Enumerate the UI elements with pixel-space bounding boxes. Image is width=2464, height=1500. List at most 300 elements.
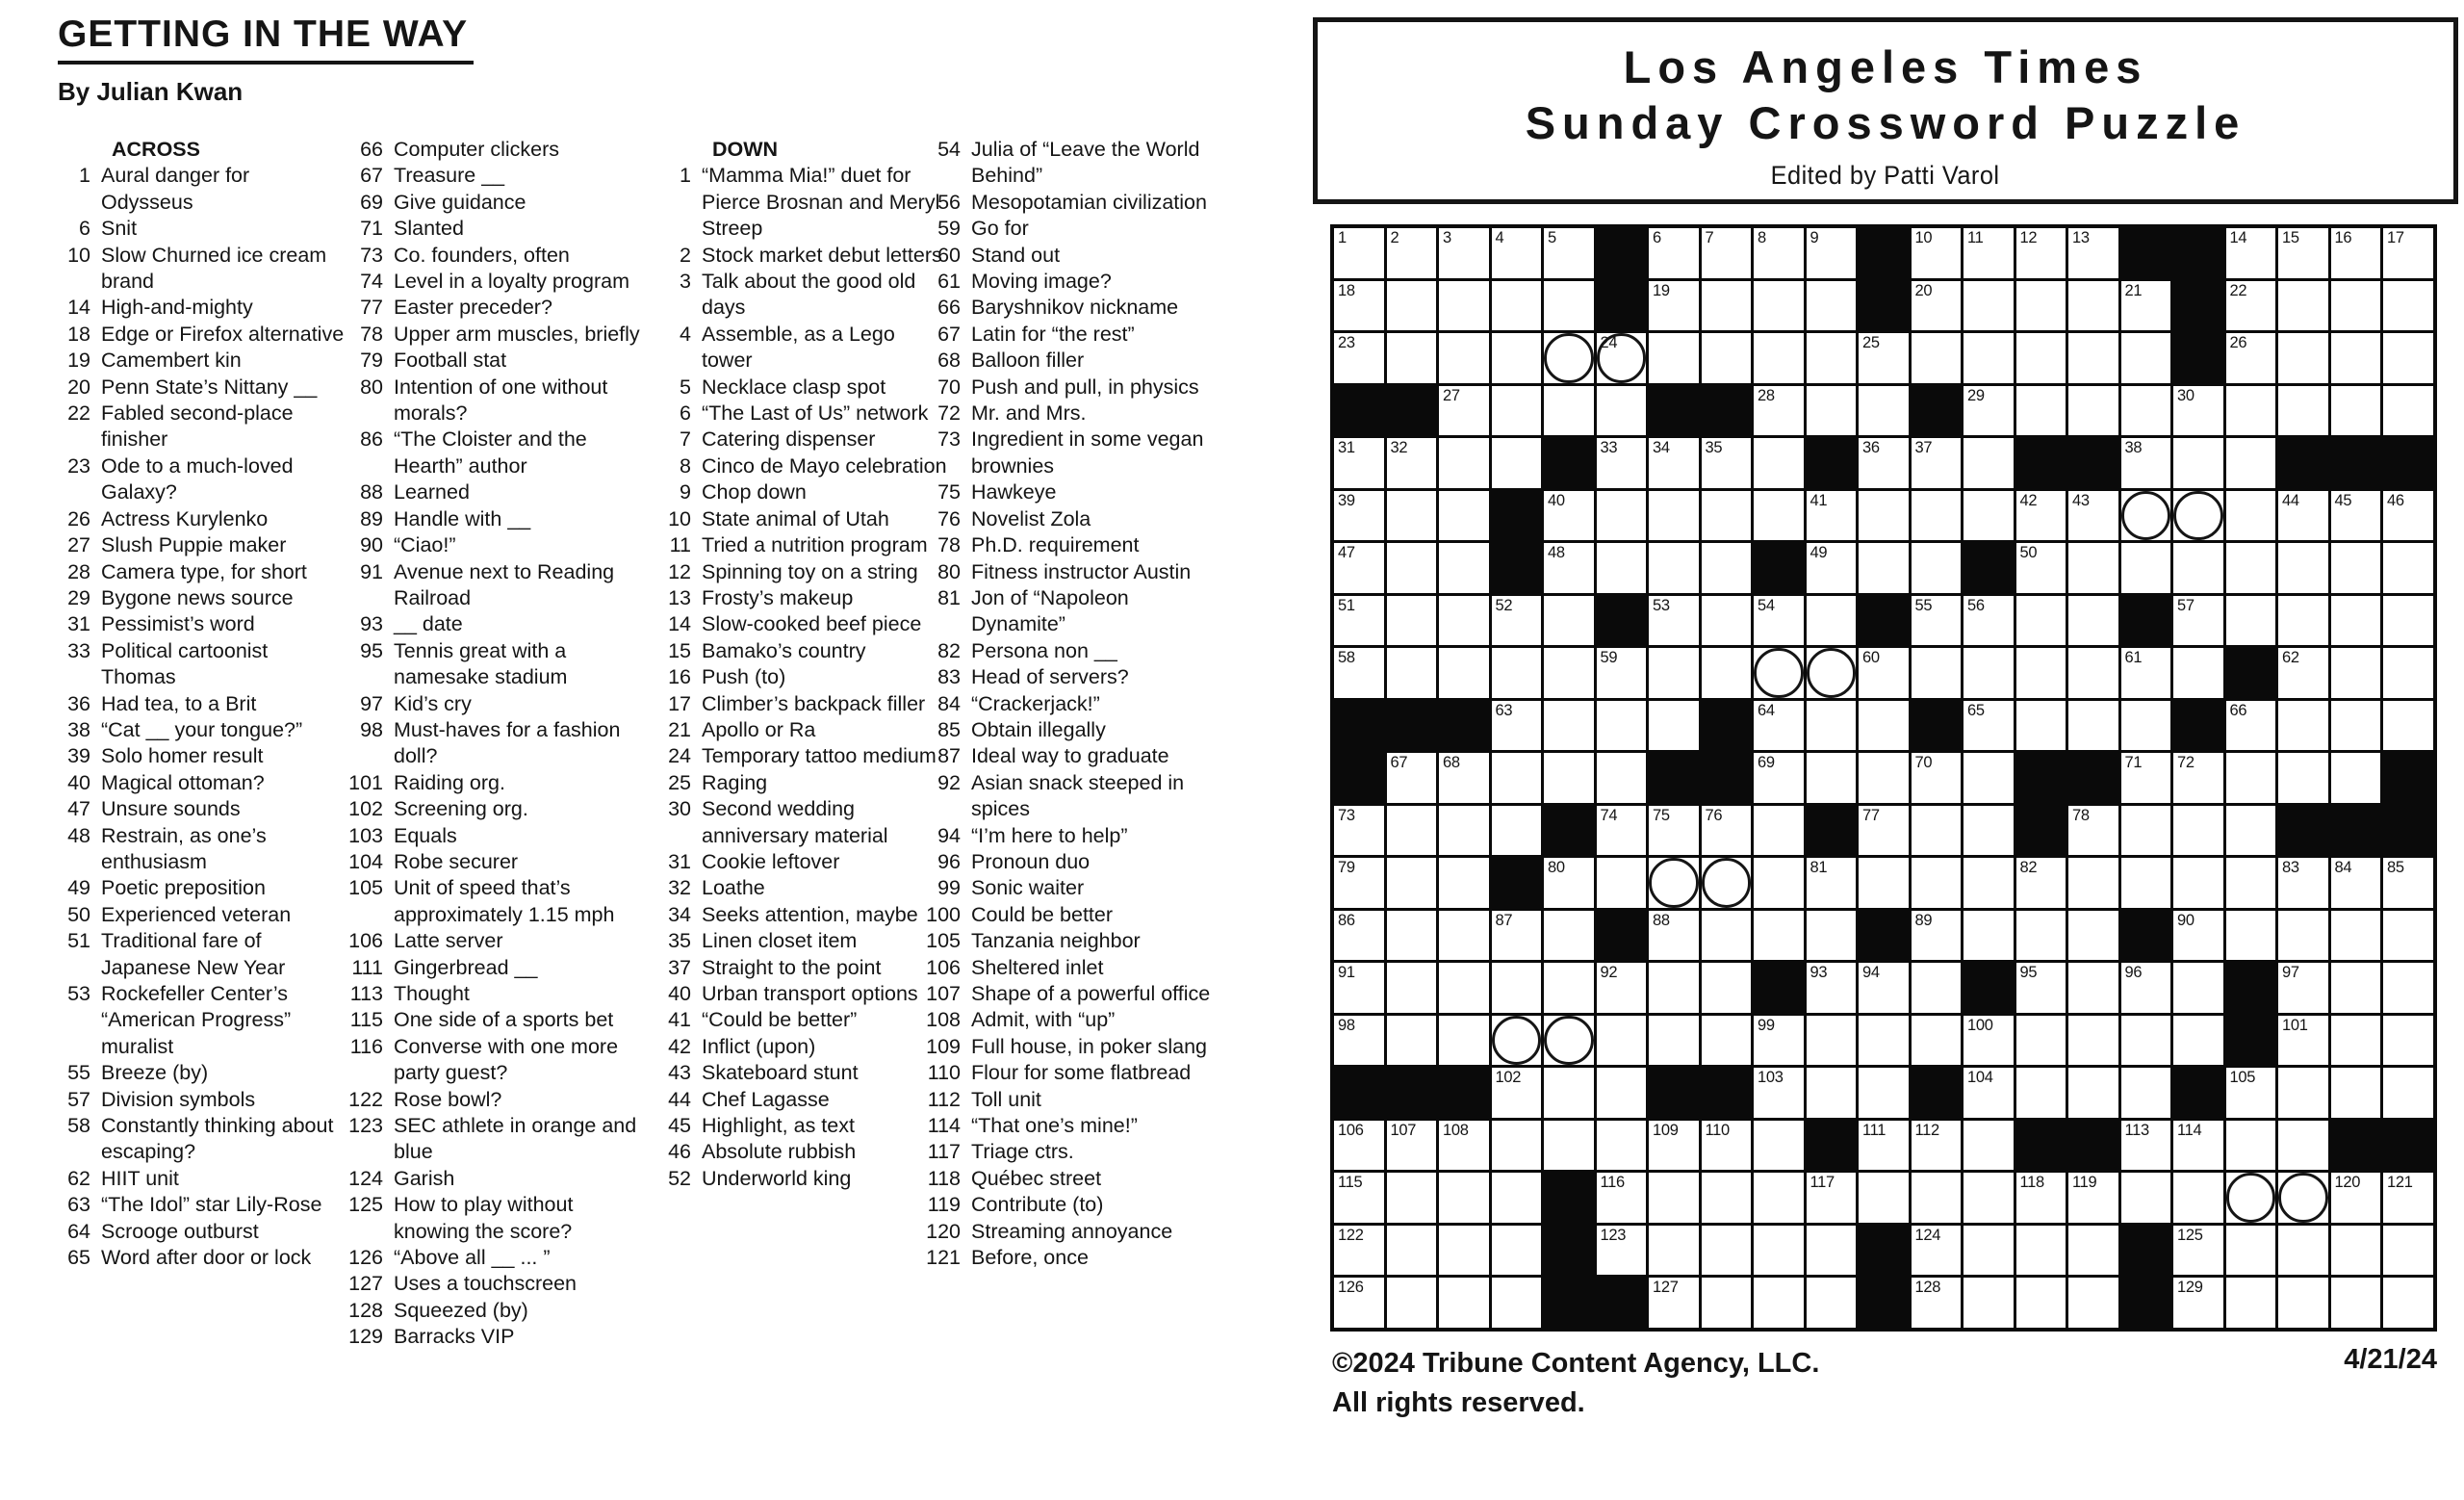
grid-cell[interactable] xyxy=(1754,386,1804,436)
grid-cell[interactable] xyxy=(1544,1121,1594,1171)
grid-cell[interactable] xyxy=(1964,386,2014,436)
grid-cell[interactable] xyxy=(2121,543,2171,593)
grid-cell[interactable] xyxy=(2016,1173,2066,1223)
grid-cell[interactable] xyxy=(1387,911,1437,961)
grid-cell[interactable] xyxy=(2121,648,2171,698)
grid-cell[interactable] xyxy=(1807,386,1857,436)
grid-cell[interactable] xyxy=(2331,228,2381,278)
grid-cell[interactable] xyxy=(2016,228,2066,278)
grid-cell[interactable] xyxy=(1754,753,1804,803)
grid-cell[interactable] xyxy=(2278,963,2328,1013)
grid-cell[interactable] xyxy=(1439,806,1489,856)
grid-cell[interactable] xyxy=(2383,543,2433,593)
grid-cell[interactable] xyxy=(2121,281,2171,331)
grid-cell[interactable] xyxy=(1964,1226,2014,1276)
grid-cell[interactable] xyxy=(1859,438,1909,488)
grid-cell[interactable] xyxy=(1807,648,1857,698)
grid-cell[interactable] xyxy=(1544,753,1594,803)
grid-cell[interactable] xyxy=(2016,1068,2066,1118)
grid-cell[interactable] xyxy=(2383,596,2433,646)
grid-cell[interactable] xyxy=(1964,1121,2014,1171)
grid-cell[interactable] xyxy=(1334,333,1384,383)
grid-cell[interactable] xyxy=(1334,648,1384,698)
grid-cell[interactable] xyxy=(1964,648,2014,698)
grid-cell[interactable] xyxy=(1964,1016,2014,1066)
grid-cell[interactable] xyxy=(2016,386,2066,436)
grid-cell[interactable] xyxy=(1859,963,1909,1013)
grid-cell[interactable] xyxy=(2383,1068,2433,1118)
grid-cell[interactable] xyxy=(1859,1016,1909,1066)
grid-cell[interactable] xyxy=(2121,438,2171,488)
grid-cell[interactable] xyxy=(1702,281,1752,331)
grid-cell[interactable] xyxy=(2173,596,2223,646)
grid-cell[interactable] xyxy=(1859,386,1909,436)
grid-cell[interactable] xyxy=(1334,491,1384,541)
grid-cell[interactable] xyxy=(1439,281,1489,331)
grid-cell[interactable] xyxy=(1807,491,1857,541)
grid-cell[interactable] xyxy=(2226,281,2276,331)
grid-cell[interactable] xyxy=(2383,701,2433,751)
grid-cell[interactable] xyxy=(2278,858,2328,908)
grid-cell[interactable] xyxy=(1544,386,1594,436)
grid-cell[interactable] xyxy=(1754,281,1804,331)
grid-cell[interactable] xyxy=(2173,858,2223,908)
grid-cell[interactable] xyxy=(1807,1173,1857,1223)
grid-cell[interactable] xyxy=(1492,1226,1542,1276)
grid-cell[interactable] xyxy=(1702,1226,1752,1276)
grid-cell[interactable] xyxy=(1597,701,1647,751)
grid-cell[interactable] xyxy=(1807,753,1857,803)
grid-cell[interactable] xyxy=(2068,648,2118,698)
grid-cell[interactable] xyxy=(1387,806,1437,856)
grid-cell[interactable] xyxy=(1439,1121,1489,1171)
grid-cell[interactable] xyxy=(1912,858,1962,908)
grid-cell[interactable] xyxy=(1544,596,1594,646)
grid-cell[interactable] xyxy=(2121,858,2171,908)
grid-cell[interactable] xyxy=(1754,1121,1804,1171)
grid-cell[interactable] xyxy=(1334,281,1384,331)
grid-cell[interactable] xyxy=(2331,281,2381,331)
grid-cell[interactable] xyxy=(2226,386,2276,436)
grid-cell[interactable] xyxy=(1702,1278,1752,1328)
grid-cell[interactable] xyxy=(2278,1068,2328,1118)
grid-cell[interactable] xyxy=(2068,543,2118,593)
grid-cell[interactable] xyxy=(1807,333,1857,383)
grid-cell[interactable] xyxy=(2068,858,2118,908)
grid-cell[interactable] xyxy=(2016,543,2066,593)
grid-cell[interactable] xyxy=(2121,386,2171,436)
grid-cell[interactable] xyxy=(1439,1016,1489,1066)
grid-cell[interactable] xyxy=(2278,281,2328,331)
grid-cell[interactable] xyxy=(1754,858,1804,908)
grid-cell[interactable] xyxy=(1859,806,1909,856)
grid-cell[interactable] xyxy=(1597,648,1647,698)
grid-cell[interactable] xyxy=(1859,701,1909,751)
grid-cell[interactable] xyxy=(2068,701,2118,751)
grid-cell[interactable] xyxy=(1859,1068,1909,1118)
grid-cell[interactable] xyxy=(1334,1278,1384,1328)
grid-cell[interactable] xyxy=(1597,543,1647,593)
grid-cell[interactable] xyxy=(1439,333,1489,383)
grid-cell[interactable] xyxy=(2226,858,2276,908)
grid-cell[interactable] xyxy=(1859,858,1909,908)
grid-cell[interactable] xyxy=(1912,1173,1962,1223)
grid-cell[interactable] xyxy=(1544,228,1594,278)
grid-cell[interactable] xyxy=(2383,858,2433,908)
grid-cell[interactable] xyxy=(1597,1068,1647,1118)
grid-cell[interactable] xyxy=(2278,1278,2328,1328)
grid-cell[interactable] xyxy=(1912,753,1962,803)
grid-cell[interactable] xyxy=(2278,911,2328,961)
grid-cell[interactable] xyxy=(2278,386,2328,436)
grid-cell[interactable] xyxy=(2068,281,2118,331)
grid-cell[interactable] xyxy=(2173,438,2223,488)
grid-cell[interactable] xyxy=(2016,911,2066,961)
grid-cell[interactable] xyxy=(2278,1121,2328,1171)
grid-cell[interactable] xyxy=(1964,753,2014,803)
grid-cell[interactable] xyxy=(1859,1121,1909,1171)
grid-cell[interactable] xyxy=(1544,543,1594,593)
grid-cell[interactable] xyxy=(1912,648,1962,698)
grid-cell[interactable] xyxy=(2278,228,2328,278)
grid-cell[interactable] xyxy=(1334,806,1384,856)
grid-cell[interactable] xyxy=(1754,1278,1804,1328)
grid-cell[interactable] xyxy=(1544,333,1594,383)
grid-cell[interactable] xyxy=(2331,333,2381,383)
grid-cell[interactable] xyxy=(1439,648,1489,698)
grid-cell[interactable] xyxy=(1912,491,1962,541)
grid-cell[interactable] xyxy=(1597,386,1647,436)
grid-cell[interactable] xyxy=(2331,1278,2381,1328)
grid-cell[interactable] xyxy=(1597,963,1647,1013)
grid-cell[interactable] xyxy=(1492,806,1542,856)
grid-cell[interactable] xyxy=(1597,1226,1647,1276)
grid-cell[interactable] xyxy=(2383,648,2433,698)
grid-cell[interactable] xyxy=(2331,1173,2381,1223)
grid-cell[interactable] xyxy=(1964,858,2014,908)
grid-cell[interactable] xyxy=(1964,596,2014,646)
grid-cell[interactable] xyxy=(2016,648,2066,698)
grid-cell[interactable] xyxy=(2121,491,2171,541)
grid-cell[interactable] xyxy=(1807,1016,1857,1066)
grid-cell[interactable] xyxy=(2226,438,2276,488)
grid-cell[interactable] xyxy=(1702,858,1752,908)
grid-cell[interactable] xyxy=(1544,701,1594,751)
grid-cell[interactable] xyxy=(1859,648,1909,698)
grid-cell[interactable] xyxy=(1649,1226,1699,1276)
grid-cell[interactable] xyxy=(1807,858,1857,908)
grid-cell[interactable] xyxy=(1649,648,1699,698)
grid-cell[interactable] xyxy=(1387,963,1437,1013)
grid-cell[interactable] xyxy=(1334,911,1384,961)
grid-cell[interactable] xyxy=(1492,701,1542,751)
grid-cell[interactable] xyxy=(2331,648,2381,698)
grid-cell[interactable] xyxy=(2383,911,2433,961)
grid-cell[interactable] xyxy=(1964,228,2014,278)
grid-cell[interactable] xyxy=(2278,596,2328,646)
grid-cell[interactable] xyxy=(1439,1226,1489,1276)
grid-cell[interactable] xyxy=(2173,1278,2223,1328)
grid-cell[interactable] xyxy=(2016,1016,2066,1066)
grid-cell[interactable] xyxy=(2068,1068,2118,1118)
grid-cell[interactable] xyxy=(2121,806,2171,856)
grid-cell[interactable] xyxy=(2383,1173,2433,1223)
grid-cell[interactable] xyxy=(1912,228,1962,278)
grid-cell[interactable] xyxy=(2331,858,2381,908)
grid-cell[interactable] xyxy=(1964,491,2014,541)
grid-cell[interactable] xyxy=(1702,228,1752,278)
grid-cell[interactable] xyxy=(1912,438,1962,488)
grid-cell[interactable] xyxy=(1754,1173,1804,1223)
grid-cell[interactable] xyxy=(2278,648,2328,698)
grid-cell[interactable] xyxy=(1912,281,1962,331)
grid-cell[interactable] xyxy=(2068,963,2118,1013)
grid-cell[interactable] xyxy=(2068,1226,2118,1276)
grid-cell[interactable] xyxy=(1334,596,1384,646)
grid-cell[interactable] xyxy=(1912,596,1962,646)
grid-cell[interactable] xyxy=(1649,543,1699,593)
grid-cell[interactable] xyxy=(2173,1226,2223,1276)
grid-cell[interactable] xyxy=(1807,1068,1857,1118)
grid-cell[interactable] xyxy=(1492,386,1542,436)
grid-cell[interactable] xyxy=(2383,228,2433,278)
grid-cell[interactable] xyxy=(2383,333,2433,383)
grid-cell[interactable] xyxy=(1649,333,1699,383)
grid-cell[interactable] xyxy=(1649,1278,1699,1328)
grid-cell[interactable] xyxy=(2331,386,2381,436)
grid-cell[interactable] xyxy=(1964,281,2014,331)
grid-cell[interactable] xyxy=(1439,491,1489,541)
grid-cell[interactable] xyxy=(1439,438,1489,488)
grid-cell[interactable] xyxy=(2226,1068,2276,1118)
grid-cell[interactable] xyxy=(1964,438,2014,488)
grid-cell[interactable] xyxy=(1439,543,1489,593)
grid-cell[interactable] xyxy=(1859,753,1909,803)
grid-cell[interactable] xyxy=(1754,1016,1804,1066)
grid-cell[interactable] xyxy=(2226,596,2276,646)
grid-cell[interactable] xyxy=(1492,281,1542,331)
grid-cell[interactable] xyxy=(1649,911,1699,961)
grid-cell[interactable] xyxy=(1544,963,1594,1013)
grid-cell[interactable] xyxy=(1334,228,1384,278)
grid-cell[interactable] xyxy=(1859,543,1909,593)
grid-cell[interactable] xyxy=(1387,753,1437,803)
grid-cell[interactable] xyxy=(1439,228,1489,278)
grid-cell[interactable] xyxy=(1439,1173,1489,1223)
grid-cell[interactable] xyxy=(1387,333,1437,383)
grid-cell[interactable] xyxy=(1807,963,1857,1013)
grid-cell[interactable] xyxy=(1754,1068,1804,1118)
grid-cell[interactable] xyxy=(1754,333,1804,383)
grid-cell[interactable] xyxy=(2383,1226,2433,1276)
grid-cell[interactable] xyxy=(1702,1016,1752,1066)
grid-cell[interactable] xyxy=(2331,753,2381,803)
grid-cell[interactable] xyxy=(1544,858,1594,908)
grid-cell[interactable] xyxy=(2383,963,2433,1013)
grid-cell[interactable] xyxy=(1964,1068,2014,1118)
grid-cell[interactable] xyxy=(1544,281,1594,331)
grid-cell[interactable] xyxy=(2173,386,2223,436)
grid-cell[interactable] xyxy=(2068,491,2118,541)
grid-cell[interactable] xyxy=(2226,1121,2276,1171)
grid-cell[interactable] xyxy=(1859,333,1909,383)
grid-cell[interactable] xyxy=(2121,333,2171,383)
grid-cell[interactable] xyxy=(2331,596,2381,646)
grid-cell[interactable] xyxy=(1597,1016,1647,1066)
grid-cell[interactable] xyxy=(2226,228,2276,278)
grid-cell[interactable] xyxy=(1649,858,1699,908)
grid-cell[interactable] xyxy=(1649,281,1699,331)
grid-cell[interactable] xyxy=(2331,963,2381,1013)
grid-cell[interactable] xyxy=(2173,1121,2223,1171)
grid-cell[interactable] xyxy=(2226,491,2276,541)
grid-cell[interactable] xyxy=(1492,1016,1542,1066)
grid-cell[interactable] xyxy=(1544,1016,1594,1066)
grid-cell[interactable] xyxy=(1597,333,1647,383)
grid-cell[interactable] xyxy=(2278,1173,2328,1223)
grid-cell[interactable] xyxy=(1544,1068,1594,1118)
grid-cell[interactable] xyxy=(2173,1173,2223,1223)
grid-cell[interactable] xyxy=(1492,911,1542,961)
grid-cell[interactable] xyxy=(1387,648,1437,698)
grid-cell[interactable] xyxy=(1649,438,1699,488)
grid-cell[interactable] xyxy=(2068,333,2118,383)
grid-cell[interactable] xyxy=(1754,1226,1804,1276)
grid-cell[interactable] xyxy=(1387,858,1437,908)
grid-cell[interactable] xyxy=(2226,701,2276,751)
grid-cell[interactable] xyxy=(1807,281,1857,331)
grid-cell[interactable] xyxy=(2173,911,2223,961)
grid-cell[interactable] xyxy=(1702,1121,1752,1171)
grid-cell[interactable] xyxy=(1964,911,2014,961)
grid-cell[interactable] xyxy=(1439,753,1489,803)
grid-cell[interactable] xyxy=(2121,701,2171,751)
grid-cell[interactable] xyxy=(2226,753,2276,803)
grid-cell[interactable] xyxy=(1702,543,1752,593)
grid-cell[interactable] xyxy=(1859,1173,1909,1223)
grid-cell[interactable] xyxy=(2121,753,2171,803)
grid-cell[interactable] xyxy=(2068,1016,2118,1066)
grid-cell[interactable] xyxy=(2331,1226,2381,1276)
grid-cell[interactable] xyxy=(1439,858,1489,908)
grid-cell[interactable] xyxy=(1387,228,1437,278)
grid-cell[interactable] xyxy=(1649,596,1699,646)
grid-cell[interactable] xyxy=(1492,333,1542,383)
grid-cell[interactable] xyxy=(1597,806,1647,856)
grid-cell[interactable] xyxy=(1754,701,1804,751)
grid-cell[interactable] xyxy=(1597,858,1647,908)
grid-cell[interactable] xyxy=(1492,596,1542,646)
grid-cell[interactable] xyxy=(2331,491,2381,541)
grid-cell[interactable] xyxy=(2016,1226,2066,1276)
grid-cell[interactable] xyxy=(2016,596,2066,646)
grid-cell[interactable] xyxy=(1334,1016,1384,1066)
grid-cell[interactable] xyxy=(1702,806,1752,856)
grid-cell[interactable] xyxy=(1807,1278,1857,1328)
grid-cell[interactable] xyxy=(1912,1278,1962,1328)
grid-cell[interactable] xyxy=(1702,596,1752,646)
grid-cell[interactable] xyxy=(1964,1278,2014,1328)
grid-cell[interactable] xyxy=(1334,858,1384,908)
grid-cell[interactable] xyxy=(1544,911,1594,961)
grid-cell[interactable] xyxy=(2331,543,2381,593)
grid-cell[interactable] xyxy=(2068,228,2118,278)
grid-cell[interactable] xyxy=(2016,281,2066,331)
grid-cell[interactable] xyxy=(2383,491,2433,541)
grid-cell[interactable] xyxy=(1754,806,1804,856)
grid-cell[interactable] xyxy=(1649,1016,1699,1066)
grid-cell[interactable] xyxy=(2068,806,2118,856)
grid-cell[interactable] xyxy=(1492,648,1542,698)
grid-cell[interactable] xyxy=(1334,1173,1384,1223)
grid-cell[interactable] xyxy=(2278,491,2328,541)
grid-cell[interactable] xyxy=(1387,543,1437,593)
grid-cell[interactable] xyxy=(2278,543,2328,593)
grid-cell[interactable] xyxy=(2383,281,2433,331)
grid-cell[interactable] xyxy=(1702,911,1752,961)
grid-cell[interactable] xyxy=(2226,1226,2276,1276)
grid-cell[interactable] xyxy=(1649,1173,1699,1223)
grid-cell[interactable] xyxy=(2278,1226,2328,1276)
grid-cell[interactable] xyxy=(2173,491,2223,541)
grid-cell[interactable] xyxy=(1492,1278,1542,1328)
grid-cell[interactable] xyxy=(2173,963,2223,1013)
grid-cell[interactable] xyxy=(1754,228,1804,278)
grid-cell[interactable] xyxy=(1387,438,1437,488)
grid-cell[interactable] xyxy=(1912,963,1962,1013)
grid-cell[interactable] xyxy=(1807,228,1857,278)
grid-cell[interactable] xyxy=(2226,1278,2276,1328)
grid-cell[interactable] xyxy=(1754,596,1804,646)
grid-cell[interactable] xyxy=(1387,1278,1437,1328)
grid-cell[interactable] xyxy=(1912,543,1962,593)
grid-cell[interactable] xyxy=(1387,1226,1437,1276)
grid-cell[interactable] xyxy=(2278,701,2328,751)
grid-cell[interactable] xyxy=(1439,1278,1489,1328)
grid-cell[interactable] xyxy=(1597,1173,1647,1223)
grid-cell[interactable] xyxy=(2016,858,2066,908)
grid-cell[interactable] xyxy=(2121,1016,2171,1066)
grid-cell[interactable] xyxy=(2278,333,2328,383)
grid-cell[interactable] xyxy=(2121,1121,2171,1171)
grid-cell[interactable] xyxy=(1544,491,1594,541)
grid-cell[interactable] xyxy=(1492,1121,1542,1171)
grid-cell[interactable] xyxy=(2068,386,2118,436)
grid-cell[interactable] xyxy=(2068,596,2118,646)
grid-cell[interactable] xyxy=(1334,1226,1384,1276)
grid-cell[interactable] xyxy=(1754,491,1804,541)
grid-cell[interactable] xyxy=(2068,1173,2118,1223)
grid-cell[interactable] xyxy=(1597,438,1647,488)
grid-cell[interactable] xyxy=(1649,228,1699,278)
grid-cell[interactable] xyxy=(2331,701,2381,751)
grid-cell[interactable] xyxy=(2068,911,2118,961)
grid-cell[interactable] xyxy=(1387,281,1437,331)
grid-cell[interactable] xyxy=(2383,1278,2433,1328)
grid-cell[interactable] xyxy=(1754,648,1804,698)
grid-cell[interactable] xyxy=(1492,438,1542,488)
grid-cell[interactable] xyxy=(1702,648,1752,698)
grid-cell[interactable] xyxy=(2016,1278,2066,1328)
grid-cell[interactable] xyxy=(1807,911,1857,961)
grid-cell[interactable] xyxy=(2121,1173,2171,1223)
grid-cell[interactable] xyxy=(1807,596,1857,646)
grid-cell[interactable] xyxy=(2226,806,2276,856)
grid-cell[interactable] xyxy=(1702,963,1752,1013)
grid-cell[interactable] xyxy=(2068,1278,2118,1328)
grid-cell[interactable] xyxy=(1754,911,1804,961)
grid-cell[interactable] xyxy=(1964,333,2014,383)
